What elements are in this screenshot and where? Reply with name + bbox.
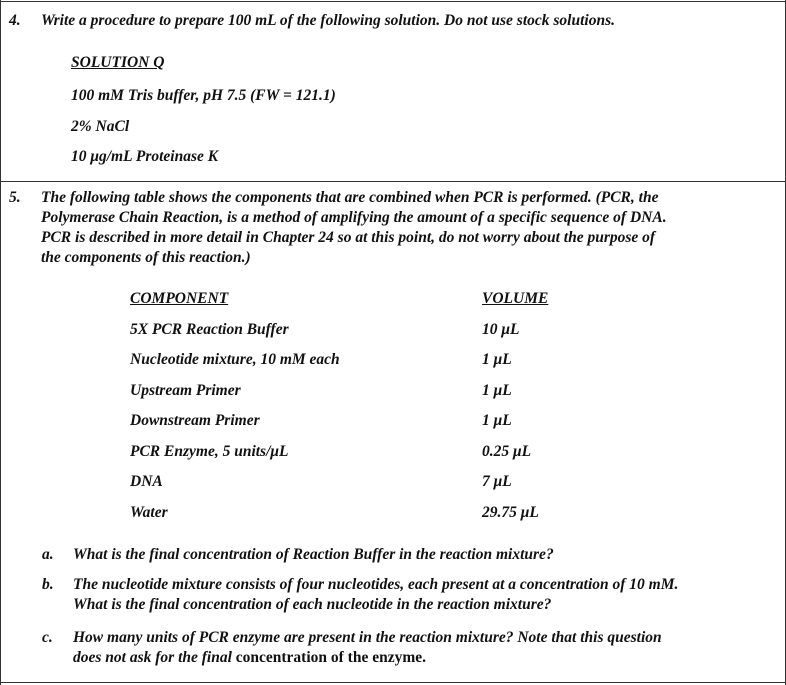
table-row-volume: 1 μL — [482, 382, 512, 399]
question-4-text: Write a procedure to prepare 100 mL of the following solution. Do not use stock solutions. — [41, 12, 615, 29]
table-header-volume: VOLUME — [482, 290, 549, 307]
table-row-component: Nucleotide mixture, 10 mM each — [130, 351, 340, 368]
subquestion-c-line-2 — [73, 648, 426, 668]
table-row-volume: 10 μL — [482, 321, 520, 338]
table-row-component: Water — [130, 504, 168, 521]
question-5-line-3: PCR is described in more detail in Chapter 24 so at this point, do not worry about the purpose of — [41, 229, 656, 246]
table-row-volume: 29.75 μL — [482, 504, 539, 521]
question-5-line-4: the components of this reaction.) — [41, 249, 251, 266]
middle-divider — [1, 181, 786, 182]
solution-line-1: 100 mM Tris buffer, pH 7.5 (FW = 121.1) — [71, 87, 336, 104]
table-header-component: COMPONENT — [130, 290, 229, 307]
table-row-volume: 1 μL — [482, 412, 512, 429]
table-row-volume: 1 μL — [482, 351, 512, 368]
table-row-component: PCR Enzyme, 5 units/μL — [130, 443, 289, 460]
table-row-component: DNA — [130, 473, 163, 490]
subquestion-c-plain-part: concentration of the enzyme. — [235, 649, 427, 666]
bottom-divider — [1, 682, 786, 683]
solution-line-3: 10 μg/mL Proteinase K — [71, 148, 219, 165]
subquestion-c-italic-part: does not ask for the final — [73, 649, 236, 666]
question-5-number: 5. — [9, 189, 21, 206]
table-row-volume: 7 μL — [482, 473, 512, 490]
table-row-component: Upstream Primer — [130, 382, 241, 399]
solution-line-2: 2% NaCl — [71, 118, 130, 135]
subquestion-a-letter: a. — [42, 546, 54, 563]
subquestion-b-line-2: What is the final concentration of each nucleotide in the reaction mixture? — [73, 596, 552, 613]
table-row-component: Downstream Primer — [130, 412, 260, 429]
question-4-number: 4. — [9, 12, 21, 29]
subquestion-c-line-1: How many units of PCR enzyme are present in the reaction mixture? Note that this question — [73, 629, 662, 646]
table-row-component: 5X PCR Reaction Buffer — [130, 321, 289, 338]
subquestion-b-line-1: The nucleotide mixture consists of four nucleotides, each present at a concentration of 10 mM. — [73, 576, 679, 593]
question-5-line-1: The following table shows the components that are combined when PCR is performed. (PCR, the — [41, 189, 659, 206]
subquestion-b-letter: b. — [42, 576, 54, 593]
subquestion-a-text: What is the final concentration of Reaction Buffer in the reaction mixture? — [73, 546, 554, 563]
subquestion-c-letter: c. — [42, 629, 53, 646]
table-row-volume: 0.25 μL — [482, 443, 532, 460]
top-divider — [1, 1, 786, 2]
question-5-line-2: Polymerase Chain Reaction, is a method of amplifying the amount of a specific sequence of DNA. — [41, 209, 667, 226]
solution-title: SOLUTION Q — [71, 54, 165, 71]
